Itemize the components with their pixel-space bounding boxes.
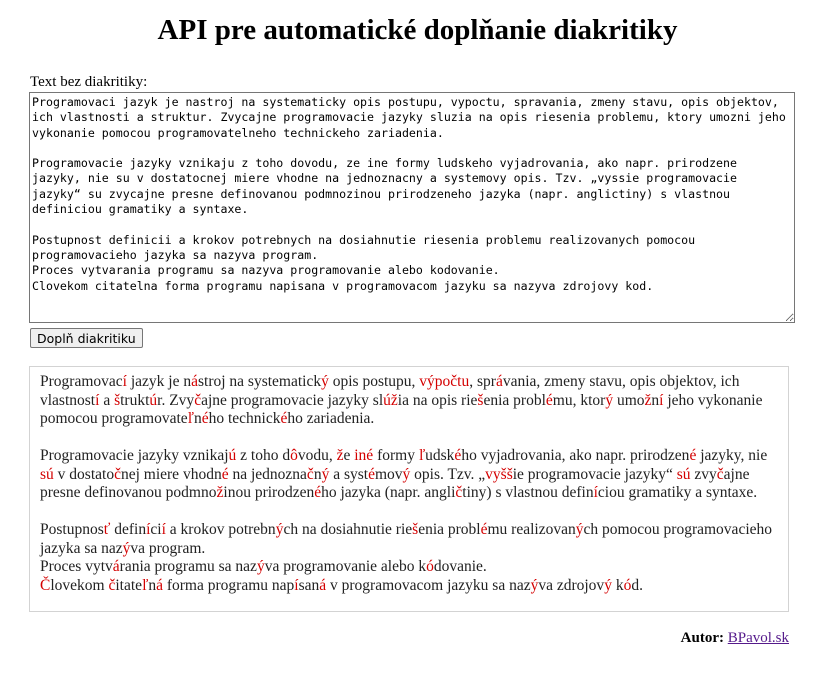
diacritic-highlight: ý [256, 558, 265, 575]
diacritic-highlight: á [319, 576, 327, 594]
diacritic-highlight: Č [40, 576, 51, 594]
diacritic-highlight: výpočtu [419, 373, 470, 390]
diacritic-highlight: ý [321, 465, 330, 483]
diacritic-highlight: é [280, 410, 288, 427]
diacritic-highlight: í [294, 576, 299, 594]
diacritic-highlight: ý [321, 373, 329, 390]
diacritic-highlight: č [716, 465, 724, 483]
diacritic-highlight: ó [623, 576, 632, 594]
diacritic-highlight: s [40, 465, 47, 483]
diacritic-highlight: vy [485, 465, 501, 483]
add-diacritics-button[interactable]: Doplň diakritiku [30, 328, 143, 348]
diacritic-highlight: s [676, 465, 683, 483]
diacritic-highlight: č [455, 484, 463, 501]
diacritic-highlight: é [221, 465, 229, 483]
diacritic-highlight: í [593, 484, 598, 501]
diacritic-highlight: č [306, 465, 314, 483]
output-paragraph: Postupnosť definícií a krokov potrebných na dosiahnutie riešenia problému realizovaných pomocou programovacieho jazyka sa nazýva program. Proces vytvárania programu sa nazýva programovanie alebo kódovanie. Človekom čitateľná forma programu napísaná v programovacom jazyku sa nazýva zdrojový kód. [40, 521, 773, 594]
diacritic-highlight: ý [575, 521, 584, 538]
diacritic-highlight: é [201, 410, 209, 427]
diacritic-highlight: ž [390, 391, 398, 409]
diacritic-highlight: ú [149, 391, 158, 409]
output-paragraph: Programovací jazyk je nástroj na systematický opis postupu, výpočtu, správania, zmeny stavu, opis objektov, ich vlastností a štruktúr. Zvyčajne programovacie jazyky slúžia na opis riešenia problému, ktorý umožní jeho vykonanie pomocou programovateľného technického zariadenia. [40, 373, 763, 427]
diacritic-highlight: ý [530, 576, 539, 594]
diacritic-highlight: á [112, 558, 120, 575]
diacritic-highlight: ú [228, 447, 237, 464]
footer [681, 630, 789, 647]
diacritic-highlight: é [314, 484, 322, 501]
diacritic-highlight: í [95, 391, 100, 409]
diacritic-highlight: é [454, 447, 462, 464]
output-panel [29, 366, 789, 612]
author-label: Autor: [680, 630, 724, 646]
diacritic-highlight: é [366, 447, 374, 464]
diacritic-highlight: š [114, 391, 121, 409]
diacritic-highlight: ž [336, 447, 344, 464]
diacritic-highlight: ž [644, 391, 652, 409]
page-title: API pre automatické doplňanie diakritiky [157, 14, 678, 46]
diacritic-highlight: ľ [142, 576, 149, 594]
diacritic-highlight: á [156, 576, 163, 594]
diacritic-highlight: ý [605, 391, 614, 409]
diacritic-highlight: š [412, 521, 419, 538]
input-label: Text bez diakritiky: [30, 74, 148, 90]
diacritic-highlight: ó [426, 558, 434, 575]
diacritic-highlight: ô [290, 447, 298, 464]
diacritic-highlight: ú [383, 391, 391, 409]
diacritic-highlight: ú [46, 465, 54, 483]
diacritic-highlight: í [659, 391, 664, 409]
diacritic-highlight: é [480, 521, 488, 538]
diacritic-highlight: ľ [418, 447, 426, 464]
diacritic-highlight: á [191, 373, 198, 390]
diacritic-highlight: ľ [187, 410, 194, 427]
diacritic-highlight: í [161, 521, 166, 538]
author-link[interactable]: BPavol.sk [727, 630, 789, 646]
diacritic-highlight: ť [103, 521, 111, 538]
diacritic-highlight: č [114, 465, 121, 483]
diacritic-highlight: é [689, 447, 697, 464]
diacritic-highlight: é [368, 465, 375, 483]
text-input[interactable] [29, 92, 795, 323]
output-paragraph: Programovacie jazyky vznikajú z toho dôvodu, že iné formy ľudského vyjadrovania, ako napr. prirodzené jazyky, nie sú v dostatočnej miere vhodné na jednoznačný a systémový opis. Tzv. „vyššie programovacie jazyky“ sú zvyčajne presne definovanou podmnožinou prirodzeného jazyka (napr. angličtiny) s vlastnou definíciou gramatiky a syntaxe. [40, 447, 768, 501]
diacritic-highlight: ú [682, 465, 691, 483]
diacritic-highlight: č [194, 391, 202, 409]
diacritic-highlight: š [477, 391, 484, 409]
diacritic-highlight: í [146, 521, 151, 538]
diacritic-highlight: á [495, 373, 503, 390]
diacritic-highlight: ž [216, 484, 224, 501]
diacritic-highlight: ý [604, 576, 612, 594]
diacritic-highlight: ý [122, 539, 131, 557]
diacritic-highlight: č [108, 576, 116, 594]
diacritic-highlight: í [122, 373, 127, 390]
diacritic-highlight: ý [402, 465, 411, 483]
diacritic-highlight: é [545, 391, 553, 409]
diacritic-highlight: ý [275, 521, 284, 538]
diacritic-highlight: šš [500, 465, 513, 483]
diacritic-highlight: in [354, 447, 367, 464]
